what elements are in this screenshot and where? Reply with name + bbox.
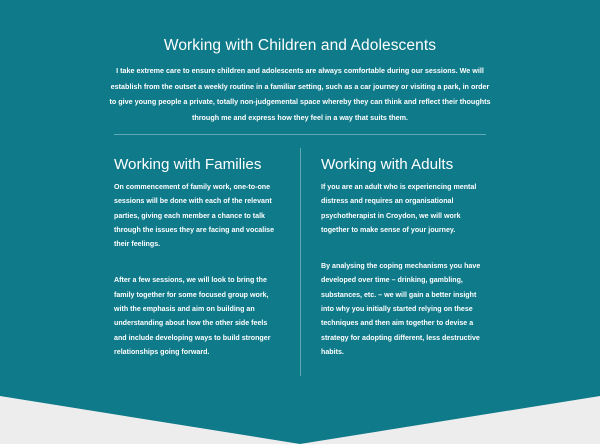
- adults-paragraph-1: If you are an adult who is experiencing mental distress and requires an organisational psychotherapist in Croydon, we will work together to make sense of your journey.: [321, 183, 477, 234]
- adults-paragraph-2: By analysing the coping mechanisms you have developed over time – drinking, gambling, substances, etc. – we will gain a better insight into why you initially started relying on these techniques and then aim together to devise a strategy for adopting different, less destructive habits.: [321, 262, 481, 356]
- horizontal-divider: [114, 134, 486, 135]
- adults-title: Working with Adults: [321, 156, 454, 173]
- children-body: I take extreme care to ensure children and adolescents are always comfortable during our sessions. We will establish from the outset a weekly routine in a familiar setting, such as a car journey or visiting a park, in order to give young people a private, totally non-judgemental space whereby they can think and reflect their thoughts through me and express how they feel in a way that suits them.: [109, 66, 491, 122]
- children-title: Working with Children and Adolescents: [163, 37, 437, 54]
- vertical-divider: [300, 148, 301, 376]
- families-section: [114, 154, 280, 359]
- adults-section: [321, 154, 487, 359]
- families-paragraph-1: On commencement of family work, one-to-one sessions will be done with each of the relevant parties, giving each member a chance to talk through the issues they are facing and vocalise their feelings.: [114, 183, 275, 249]
- families-title: Working with Families: [114, 156, 262, 173]
- families-paragraph-2: After a few sessions, we will look to bring the family together for some focused group work, with the emphasis and aim on building an understanding about how the other side feels and include developing ways to build stronger relationships going forward.: [114, 276, 271, 356]
